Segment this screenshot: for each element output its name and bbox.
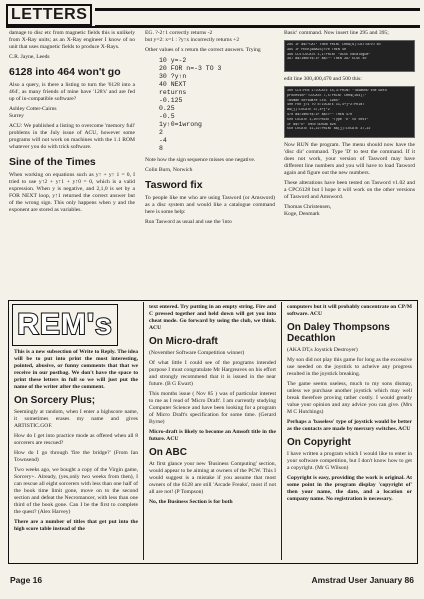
screen-line: 550 LOCATE 11,22:PRINT a$(j):LOCATE 37,22 <box>287 127 371 132</box>
screen-line: 395 IF PEEK(&BA23)<>0 THEN 40 <box>287 47 347 52</box>
basic-line: 2 <box>159 129 163 136</box>
letters-column-2 <box>145 30 275 229</box>
microdraft-paragraph: This months issue ( Nov 85 ) was of particular interest to me as I read of 'Micro Draft'. I am currently studying Computer Science and have been looking for a program of Micro Draft's specification for some time. (Gerard Byrne) <box>149 391 276 425</box>
screen-line: Tasman Software Ltd. 1985" <box>287 98 340 103</box>
paragraph-tested: These alterations have been tested on Tasword v1.02 and a CPC6128 but I hope it will work on the other versions of Tasword and Amsword. <box>284 180 415 200</box>
magazine-issue: Amstrad User January 86 <box>311 575 414 585</box>
code-screenshot-2 <box>284 86 415 138</box>
paragraph-sign-sequence: Note how the sign sequence misses one negative. <box>145 157 256 163</box>
answer-6128: ACU: We published a listing to overcome 'memory full' problems in the July issue of ACU, however some programs will not work on machines with the 1.1 ROM whatever you do with trick software. <box>9 123 135 150</box>
heading-abc: On ABC <box>149 447 187 458</box>
heading-copyright: On Copyright <box>287 437 351 448</box>
rems-divider-1 <box>143 302 144 560</box>
sorcery-paragraph: Two weeks ago, we bought a copy of the Virgin game, Sorcery+. Already, (yes,only two weeks from then), I can rescue all eight sorcerers with less than one half of the book time limit gone, move on to the second section and defeat the Necromancer, with less than one third of the book gone. Can I be the first to complete the quest? (Alex Harvey) <box>14 467 138 515</box>
basic-line: 30 ?y↑n <box>159 73 187 80</box>
screen-line: 500 LOCATE 1,20:PRINT "Type 'D' to test" <box>287 117 369 122</box>
heading-sine: Sine of the Times <box>9 156 96 168</box>
letters-column-1 <box>9 30 135 217</box>
microdraft-answer: Micro-draft is likely to become an Amsoft title in the future. ACU <box>149 429 276 442</box>
rems-column-2 <box>149 304 276 509</box>
section-title: LETTERS <box>6 4 95 26</box>
intro-signature: C.R. Jayne, Leeds <box>9 54 50 60</box>
copyright-answer: Copyright is easy, providing the work is original. At some point in the program display 'copyright of' then your name, the date, and a location or company name. No registration is necessary. <box>287 475 412 502</box>
screen-line: 295 IF a$="CAT" THEN PRINT CHR$(6):CAT:GOTO 40 <box>287 43 381 47</box>
daley-paragraph: My son did not play this game for long as the excessive use needed on the joystick to acheive any progress resulted in the joystick breaking. <box>287 357 412 377</box>
heading-sorcery: On Sorcery Plus; <box>14 395 96 406</box>
paragraph-insert-lines: Basic' command. Now insert line 295 and 395; <box>284 30 389 36</box>
screen-line: 400 FOR j=1 TO 8:LOCATE 11,4+j*2:PRINT <box>287 103 365 108</box>
basic-line: 0.25 <box>159 105 175 112</box>
code-line-2: but y=2: x=1 : ?y↑x incorrectly returns +2 <box>145 37 240 43</box>
rems-column-1 <box>14 349 138 536</box>
intro-paragraph: damage to disc etc from magnetic fields this is unlikely from X-Ray units; as an X-Ray engineer I know of no unit that uses magnetic fields to produce X-Rays. <box>9 30 135 50</box>
paragraph-tasword-2: Run Tasword as usual and use the 'into <box>145 219 232 225</box>
sorcery-answer: There are a number of titles that get put into the high score table instead of the <box>14 519 138 532</box>
abc-answer: No, the Business Section is for both <box>149 499 233 505</box>
screen-line: IF a$="D" THEN GOSUB 620 <box>287 122 336 127</box>
basic-line: 10 y=-2 <box>159 57 187 64</box>
sorcery-paragraph: Seemingly at random, when I enter a highscore name, it sometimes erases my name and gives ARTISTIC.GOF. <box>14 409 138 429</box>
sorcery-answer-continued: text entered. Try putting in an empty string. Fire and C pressed together and held down will get you into cheat mode. Go forward by using the club, we think. ACU <box>149 304 276 331</box>
paragraph-tasword-1: To people like me who are using Tasword (or Amsword) as a disc system and would like a catalogue command here is some help: <box>145 195 275 215</box>
basic-line: 40 NEXT <box>159 81 187 88</box>
rems-divider-2 <box>281 302 282 560</box>
heading-microdraft: On Micro-draft <box>149 336 218 347</box>
abc-paragraph: At first glance your new 'Business Computing' section, would appear to be aiming at owners of the PCW. This I would suggest is a mistake if you assume that most owners of the 6128 are still 'Arcade Freaks', most if not all are not! (P Tompson) <box>149 461 276 495</box>
copyright-paragraph: I have written a program which I would like to enter in your software competition, but I don't know how to get a copyright. (Mr G Wilson) <box>287 451 412 471</box>
basic-line: returns <box>159 89 187 96</box>
abc-answer-continued: computers but it will probably concentrate on CP/M software. ACU <box>287 304 412 317</box>
daley-paragraph: The game seems useless, much to my sons dismay, unless we purchase another joystick which may well break therefore proving rather costly. I would greatly value your opinion and any advice you can give. (Mrs M C Hutchings) <box>287 381 412 415</box>
signature-6128-place: Surrey <box>9 113 24 119</box>
basic-line: -4 <box>159 137 167 144</box>
code-line-1: EG. ?-2↑1 correctly returns -2 <box>145 30 213 36</box>
signature-6128-name: Ashley Cotter-Cairns <box>9 106 57 112</box>
section-header <box>6 4 420 26</box>
screen-line: 397 a$=INKEY$:IF a$="" THEN 397 ELSE 40 <box>287 57 367 62</box>
screen-line: 470 a$=INKEY$:IF a$<>"" THEN 470 <box>287 112 353 117</box>
basic-line: 8 <box>159 145 163 152</box>
heading-6128: 6128 into 464 won't go <box>9 66 121 78</box>
rems-column-3 <box>287 304 412 506</box>
page-footer <box>10 575 414 589</box>
microdraft-paragraph: Of what little I could see of the programs intended purpose I must congratulate Mr Hargreaves on his effort and strongly recommend that it is issued in the near future. (B G Ewart) <box>149 360 276 387</box>
paragraph-edit-lines: edit line 300,400,470 and 500 this: <box>284 76 362 82</box>
basic-line: 1y↑0=1wrong <box>159 121 202 128</box>
screen-line: a$(j):LOCATE 37,4+j*2 <box>287 108 330 113</box>
screen-line: 396 CLS:LOCATE 1,1:PRINT "disc catalogue" <box>287 52 371 57</box>
signature-colin: Colin Burn, Norwich <box>145 167 193 173</box>
basic-line: 20 FOR n=-3 TO 3 <box>159 65 222 72</box>
daley-answer: Perhaps a 'baseless' type of joystick would be better as the contacts are made by mercury switches. ACU <box>287 419 412 432</box>
paragraph-sine: When working on equations such as y↑ + y↑ 1 = 0, I tried to use y↑2 + y↑1 + y↑0 = 0, which is a valid expression. When y is negative, and 2,1,0 is set by a FOR NEXT loop, y↑1 returned the correct answer but of the wrong sign. This only happens when y and the exponent are stored as variables. <box>9 172 135 213</box>
sorcery-paragraph: How do I go through 'fire the bridge?' (From Ian Townsend) <box>14 450 138 463</box>
basic-listing <box>159 57 275 153</box>
paragraph-run-program: Now RUN the program. The menu should now have the 'disc dir' command. Type 'D' to test the command. If it does not work, your version of Tasword may have different line numbers and you will have to load Tasword again and figure out the new numbers. <box>284 142 415 176</box>
paragraph-6128: Also a query, is there a listing to turn the '6128 into a 464', as many friends of mine have '128's' and are fed up of in-compatible software? <box>9 82 135 102</box>
basic-line: -0.125 <box>159 97 183 104</box>
rems-intro: This is a new subsection of Write to Reply. The idea will be to put into print the most interesting, pointed, abusive, or funny comments that that we receive in our postbag. We don't have the space to print these letters in full so we will just put the name of the writer after the comment. <box>14 349 138 390</box>
heading-tasword: Tasword fix <box>145 179 203 191</box>
daley-subtitle: (AKA DT,s Joystick Destroyer) <box>287 347 358 353</box>
microdraft-paragraph: (November Software Competition winner) <box>149 350 245 356</box>
code-screenshot-1 <box>284 40 415 72</box>
screen-line: 300 CLS:PEN 1:LOCATE 15,3:PRINT "TASWORD the word <box>287 89 387 93</box>
basic-line: -0.5 <box>159 113 175 120</box>
screen-line: processor":LOCATE 7,5:PRINT CHR$(164);" <box>287 93 367 98</box>
paragraph-trying: Other values of x return the correct answers. Trying <box>145 47 261 53</box>
letters-column-3 <box>284 30 415 221</box>
signature-thomas: Thomas Christensen, <box>284 204 332 210</box>
sorcery-paragraph: How do I get into practice mode as offered when all 8 sorcerers are rescued? <box>14 433 138 446</box>
rems-logo: REM's <box>12 304 118 346</box>
signature-koge: Koge, Denmark <box>284 211 320 217</box>
heading-daley: On Daley Thompsons Decathlon <box>287 322 390 344</box>
page-number: Page 16 <box>10 575 43 585</box>
